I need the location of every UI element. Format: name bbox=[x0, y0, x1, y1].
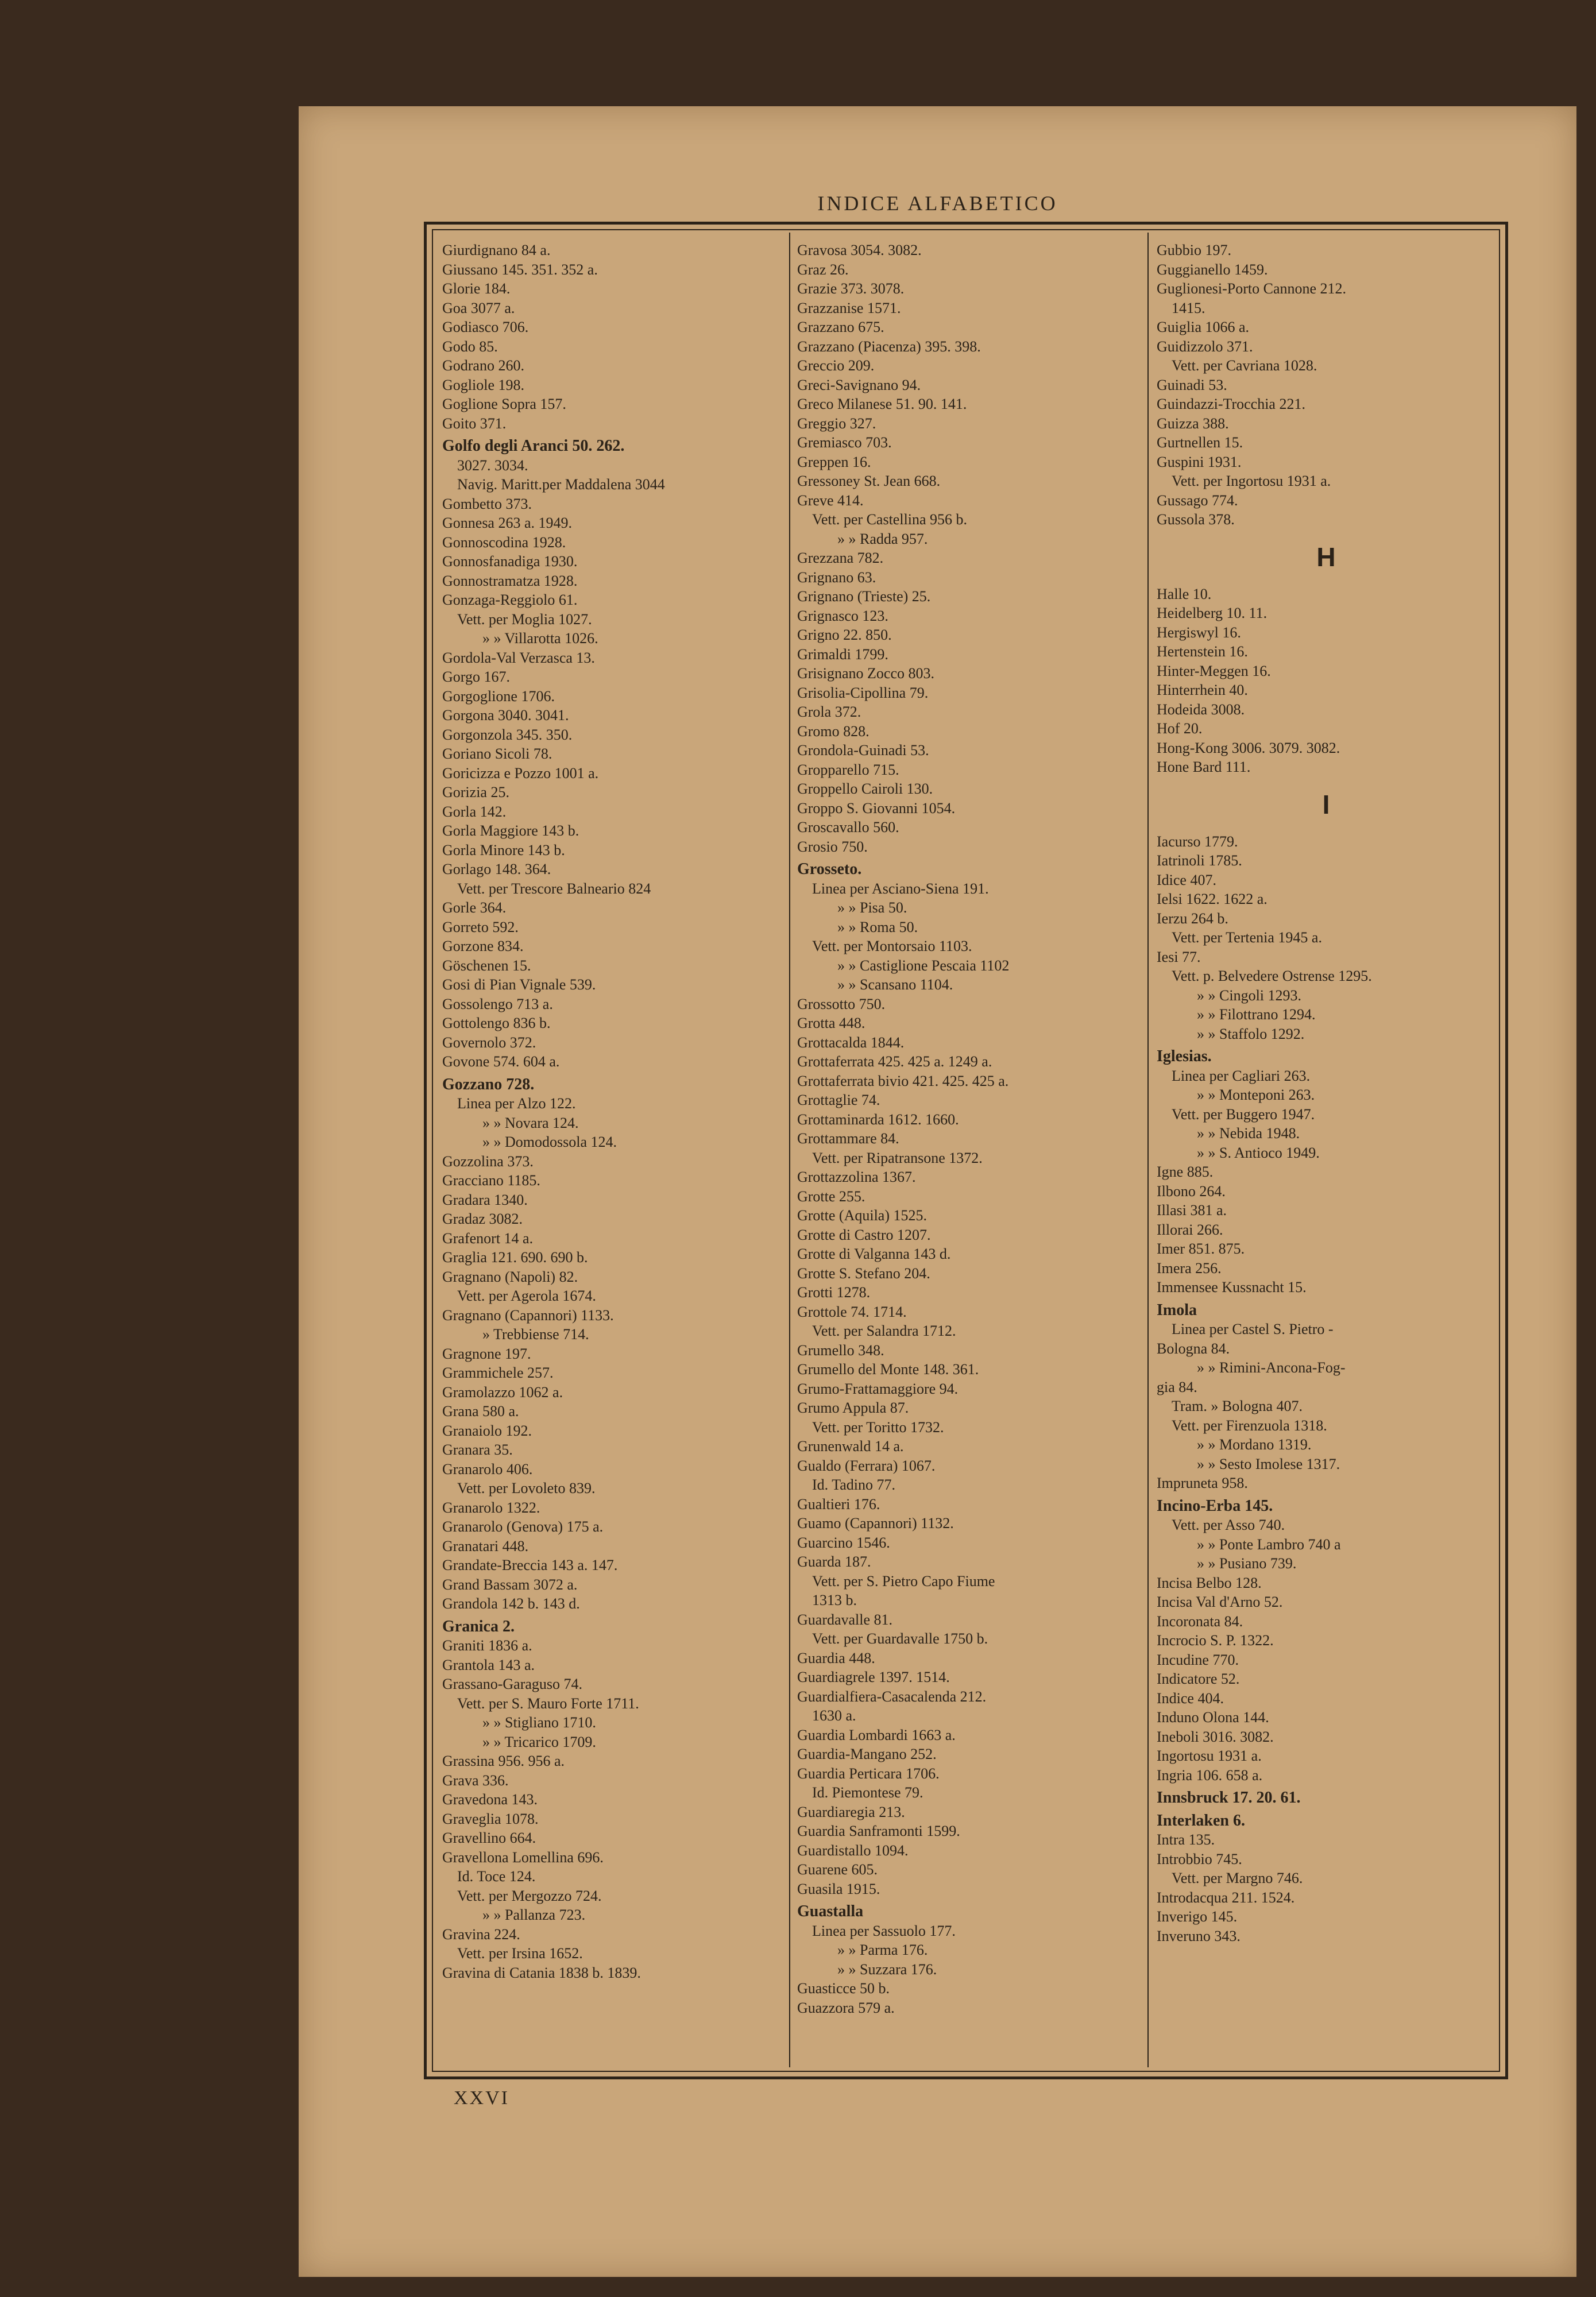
index-entry: Vett. per Tertenia 1945 a. bbox=[1172, 929, 1322, 946]
index-entry: Linea per Cagliari 263. bbox=[1172, 1067, 1311, 1084]
index-entry: Imera 256. bbox=[1157, 1259, 1222, 1277]
index-entry: » » Cingoli 1293. bbox=[1197, 987, 1302, 1004]
index-entry: Guspini 1931. bbox=[1157, 453, 1242, 470]
index-entry: » » Domodossola 124. bbox=[482, 1134, 617, 1150]
index-entry: Ingria 106. 658 a. bbox=[1157, 1766, 1263, 1784]
index-entry: Grottaminarda 1612. 1660. bbox=[797, 1111, 959, 1128]
index-entry: Hergiswyl 16. bbox=[1157, 624, 1241, 641]
index-entry: Grana 580 a. bbox=[442, 1403, 519, 1420]
index-entry: Guarda 187. bbox=[797, 1553, 871, 1570]
index-entry: Iesi 77. bbox=[1157, 948, 1201, 965]
index-entry: Gramolazzo 1062 a. bbox=[442, 1383, 563, 1401]
index-entry: Guglionesi-Porto Cannone 212. bbox=[1157, 280, 1347, 297]
index-entry: Vett. per Asso 740. bbox=[1172, 1517, 1285, 1533]
index-entry: Gorlago 148. 364. bbox=[442, 861, 551, 877]
index-entry: Hertenstein 16. bbox=[1157, 643, 1248, 660]
index-entry: Vett. per S. Pietro Capo Fiume bbox=[812, 1572, 995, 1590]
index-entry: Grisolia-Cipollina 79. bbox=[797, 684, 929, 701]
index-entry: Gorla 142. bbox=[442, 803, 507, 820]
index-entry: Grassano-Garaguso 74. bbox=[442, 1676, 583, 1692]
index-entry: Vett. per Guardavalle 1750 b. bbox=[812, 1630, 988, 1647]
index-entry: Grotte (Aquila) 1525. bbox=[797, 1207, 928, 1224]
index-entry: Granarolo 1322. bbox=[442, 1499, 540, 1516]
index-entry: Hinter-Meggen 16. bbox=[1157, 662, 1271, 679]
index-entry: Gravedona 143. bbox=[442, 1791, 538, 1808]
index-entry: » » Ponte Lambro 740 a bbox=[1197, 1536, 1341, 1553]
index-entry: Gubbio 197. bbox=[1157, 242, 1231, 258]
index-entry: Grimaldi 1799. bbox=[797, 645, 888, 663]
index-entry: Guinadi 53. bbox=[1157, 376, 1227, 393]
index-entry: Gombetto 373. bbox=[442, 495, 532, 512]
index-entry: Vett. per S. Mauro Forte 1711. bbox=[457, 1695, 639, 1712]
index-entry: Hong-Kong 3006. 3079. 3082. bbox=[1157, 739, 1340, 756]
index-entry: Guasila 1915. bbox=[797, 1880, 880, 1897]
index-entry: Linea per Asciano-Siena 191. bbox=[812, 880, 989, 897]
index-entry: Gradaz 3082. bbox=[442, 1211, 523, 1227]
index-entry: Id. Toce 124. bbox=[457, 1868, 536, 1885]
index-entry: Vett. per Ingortosu 1931 a. bbox=[1172, 473, 1331, 489]
index-entry: Vett. per Agerola 1674. bbox=[457, 1287, 596, 1304]
index-entry: Vett. per Buggero 1947. bbox=[1172, 1105, 1315, 1123]
index-entry: Incisa Val d'Arno 52. bbox=[1157, 1594, 1283, 1610]
index-entry: Hinterrhein 40. bbox=[1157, 682, 1248, 698]
index-entry: Iatrinoli 1785. bbox=[1157, 852, 1242, 869]
index-entry: Gragnano (Capannori) 1133. bbox=[442, 1306, 614, 1324]
index-entry: Gradara 1340. bbox=[442, 1191, 528, 1208]
index-entry: Gorla Minore 143 b. bbox=[442, 841, 565, 859]
index-entry: Grottacalda 1844. bbox=[797, 1034, 905, 1051]
index-entry: Gravellona Lomellina 696. bbox=[442, 1849, 604, 1866]
index-entry: Göschenen 15. bbox=[442, 957, 531, 974]
index-entry: Guastalla bbox=[797, 1902, 864, 1920]
index-entry: Graniti 1836 a. bbox=[442, 1637, 532, 1654]
index-column-3 bbox=[1157, 241, 1495, 2055]
index-entry: Grottammare 84. bbox=[797, 1130, 899, 1147]
index-column-1 bbox=[442, 241, 781, 2055]
index-entry: Gonnesa 263 a. 1949. bbox=[442, 515, 573, 531]
index-entry: Introdacqua 211. 1524. bbox=[1157, 1889, 1295, 1906]
index-entry: Grotta 448. bbox=[797, 1015, 865, 1031]
index-entry: Vett. per Castellina 956 b. bbox=[812, 511, 968, 528]
index-entry: Vett. p. Belvedere Ostrense 1295. bbox=[1172, 968, 1372, 984]
index-entry: Indicatore 52. bbox=[1157, 1670, 1240, 1687]
index-entry: Ielsi 1622. 1622 a. bbox=[1157, 891, 1267, 907]
index-entry: Gorzone 834. bbox=[442, 938, 524, 954]
index-entry: Grola 372. bbox=[797, 703, 861, 720]
index-entry: Guarene 605. bbox=[797, 1861, 878, 1878]
index-entry: Innsbruck 17. 20. 61. bbox=[1157, 1789, 1301, 1807]
index-entry: Vett. per Irsina 1652. bbox=[457, 1945, 583, 1962]
index-entry: Gorla Maggiore 143 b. bbox=[442, 822, 579, 839]
index-entry: Incudine 770. bbox=[1157, 1651, 1239, 1668]
index-entry: Heidelberg 10. 11. bbox=[1157, 605, 1267, 621]
index-entry: Incoronata 84. bbox=[1157, 1612, 1243, 1630]
index-entry: Gonnoscodina 1928. bbox=[442, 533, 566, 551]
index-entry: Groppello Cairoli 130. bbox=[797, 780, 933, 797]
index-entry: Giussano 145. 351. 352 a. bbox=[442, 261, 598, 278]
index-entry: Granara 35. bbox=[442, 1441, 513, 1458]
book-page bbox=[299, 106, 1576, 2277]
index-entry: Gorle 364. bbox=[442, 899, 507, 916]
index-entry: Halle 10. bbox=[1157, 585, 1212, 602]
index-entry: Incisa Belbo 128. bbox=[1157, 1574, 1262, 1591]
index-entry: Grosio 750. bbox=[797, 838, 868, 855]
index-entry: Grisignano Zocco 803. bbox=[797, 665, 935, 682]
index-entry: Governolo 372. bbox=[442, 1034, 536, 1051]
index-entry: Gosi di Pian Vignale 539. bbox=[442, 976, 596, 993]
index-entry: Grunenwald 14 a. bbox=[797, 1438, 904, 1455]
index-entry: Vett. per Firenzuola 1318. bbox=[1172, 1417, 1327, 1434]
index-entry: Gordola-Val Verzasca 13. bbox=[442, 649, 595, 666]
index-entry: Guardialfiera-Casacalenda 212. bbox=[797, 1688, 987, 1705]
index-entry: Guamo (Capannori) 1132. bbox=[797, 1515, 954, 1532]
index-entry: Hof 20. bbox=[1157, 720, 1203, 737]
index-entry: Greve 414. bbox=[797, 492, 864, 509]
column-divider bbox=[1147, 233, 1149, 2067]
index-entry: Gottolengo 836 b. bbox=[442, 1015, 551, 1031]
index-entry: Gossolengo 713 a. bbox=[442, 995, 553, 1012]
index-entry: Ineboli 3016. 3082. bbox=[1157, 1728, 1274, 1745]
index-entry: » » Stigliano 1710. bbox=[482, 1714, 596, 1731]
index-entry: Ingortosu 1931 a. bbox=[1157, 1747, 1262, 1764]
index-entry: » » Pisa 50. bbox=[837, 899, 907, 916]
index-entry: » » Mordano 1319. bbox=[1197, 1436, 1312, 1453]
index-entry: Vett. per Montorsaio 1103. bbox=[812, 938, 972, 954]
index-entry: Grava 336. bbox=[442, 1772, 509, 1789]
index-entry: Guardia Sanframonti 1599. bbox=[797, 1823, 960, 1839]
index-entry: Hone Bard 111. bbox=[1157, 759, 1251, 775]
index-entry: Linea per Alzo 122. bbox=[457, 1095, 576, 1112]
index-entry: Linea per Castel S. Pietro - bbox=[1172, 1321, 1334, 1337]
index-entry: Gremiasco 703. bbox=[797, 434, 892, 451]
index-entry: Gussago 774. bbox=[1157, 492, 1238, 509]
index-entry: Graglia 121. 690. 690 b. bbox=[442, 1249, 588, 1266]
index-entry: Gussola 378. bbox=[1157, 511, 1235, 528]
index-entry: Grignano (Trieste) 25. bbox=[797, 588, 931, 605]
index-entry: » » Villarotta 1026. bbox=[482, 630, 598, 647]
index-entry: Greco Milanese 51. 90. 141. bbox=[797, 396, 967, 412]
index-entry: Guizza 388. bbox=[1157, 415, 1229, 432]
index-entry: Godrano 260. bbox=[442, 357, 524, 374]
index-column-2 bbox=[797, 241, 1136, 2055]
index-entry: » » Filottrano 1294. bbox=[1197, 1006, 1316, 1023]
section-letter: I bbox=[1322, 789, 1330, 819]
index-entry: Granatari 448. bbox=[442, 1537, 529, 1554]
index-entry: Gragnone 197. bbox=[442, 1345, 531, 1362]
index-entry: » » Pusiano 739. bbox=[1197, 1555, 1297, 1572]
index-entry: Grottaferrata 425. 425 a. 1249 a. bbox=[797, 1053, 992, 1070]
index-entry: » » Rimini-Ancona-Fog- bbox=[1197, 1359, 1346, 1376]
index-entry: Gorizia 25. bbox=[442, 784, 509, 801]
index-entry: Grazzano (Piacenza) 395. 398. bbox=[797, 338, 981, 355]
index-entry: Grantola 143 a. bbox=[442, 1656, 535, 1673]
index-entry: Gropparello 715. bbox=[797, 761, 899, 778]
index-entry: Igne 885. bbox=[1157, 1163, 1214, 1180]
index-entry: Gozzolina 373. bbox=[442, 1153, 534, 1170]
column-divider bbox=[789, 233, 790, 2067]
index-entry: Goriano Sicoli 78. bbox=[442, 745, 552, 762]
index-entry: Vett. per Lovoleto 839. bbox=[457, 1480, 596, 1496]
index-entry: Vett. per Trescore Balneario 824 bbox=[457, 880, 651, 897]
index-entry: 1630 a. bbox=[812, 1707, 856, 1724]
index-entry: Greci-Savignano 94. bbox=[797, 376, 921, 393]
index-entry: Gravellino 664. bbox=[442, 1830, 536, 1846]
index-entry: Grottaglie 74. bbox=[797, 1092, 880, 1108]
index-entry: Guardiagrele 1397. 1514. bbox=[797, 1669, 950, 1685]
index-entry: Ierzu 264 b. bbox=[1157, 910, 1228, 927]
index-entry: Vett. per Margno 746. bbox=[1172, 1870, 1303, 1886]
index-entry: Illorai 266. bbox=[1157, 1221, 1223, 1238]
index-entry: Iglesias. bbox=[1157, 1047, 1212, 1065]
index-entry: Inverigo 145. bbox=[1157, 1908, 1238, 1925]
index-entry: Guardiaregia 213. bbox=[797, 1803, 905, 1820]
index-entry: Godiasco 706. bbox=[442, 319, 529, 335]
index-entry: Gozzano 728. bbox=[442, 1075, 535, 1093]
index-entry: Graveglia 1078. bbox=[442, 1810, 539, 1827]
index-entry: » » Suzzara 176. bbox=[837, 1960, 937, 1978]
index-entry: Grotti 1278. bbox=[797, 1284, 871, 1301]
index-entry: Granaiolo 192. bbox=[442, 1422, 532, 1439]
index-entry: Impruneta 958. bbox=[1157, 1475, 1248, 1491]
index-entry: Gorreto 592. bbox=[442, 918, 519, 935]
index-entry: Inveruno 343. bbox=[1157, 1927, 1241, 1944]
index-entry: » » Novara 124. bbox=[482, 1114, 579, 1131]
index-entry: Gonnosfanadiga 1930. bbox=[442, 553, 578, 570]
index-entry: Incino-Erba 145. bbox=[1157, 1496, 1273, 1515]
index-entry: Guardavalle 81. bbox=[797, 1611, 893, 1628]
index-entry: » » Radda 957. bbox=[837, 530, 928, 547]
index-entry: » Trebbiense 714. bbox=[482, 1326, 589, 1343]
index-entry: Goricizza e Pozzo 1001 a. bbox=[442, 764, 599, 782]
index-entry: Gorgonzola 345. 350. bbox=[442, 726, 573, 743]
index-entry: Indice 404. bbox=[1157, 1689, 1224, 1707]
index-entry: Grammichele 257. bbox=[442, 1364, 554, 1381]
index-entry: Grumello 348. bbox=[797, 1341, 884, 1359]
section-letter: H bbox=[1316, 542, 1336, 572]
index-entry: Hodeida 3008. bbox=[1157, 701, 1245, 718]
index-entry: Guidizzolo 371. bbox=[1157, 338, 1253, 355]
index-entry: Giurdignano 84 a. bbox=[442, 242, 551, 258]
index-entry: Imola bbox=[1157, 1301, 1197, 1319]
index-entry: » » Parma 176. bbox=[837, 1942, 928, 1958]
index-entry: 1313 b. bbox=[812, 1592, 857, 1608]
index-entry: Groppo S. Giovanni 1054. bbox=[797, 799, 956, 817]
index-entry: Graz 26. bbox=[797, 261, 849, 278]
index-entry: Incrocio S. P. 1322. bbox=[1157, 1632, 1274, 1649]
index-entry: » » Pallanza 723. bbox=[482, 1907, 586, 1923]
index-entry: Grondola-Guinadi 53. bbox=[797, 742, 929, 759]
index-entry: Grandola 142 b. 143 d. bbox=[442, 1595, 580, 1612]
index-entry: Vett. per Salandra 1712. bbox=[812, 1322, 956, 1339]
index-entry: Goito 371. bbox=[442, 415, 507, 432]
index-entry: Interlaken 6. bbox=[1157, 1811, 1245, 1830]
index-entry: Bologna 84. bbox=[1157, 1340, 1230, 1357]
index-entry: Gualdo (Ferrara) 1067. bbox=[797, 1457, 936, 1474]
index-entry: gia 84. bbox=[1157, 1378, 1197, 1395]
index-entry: Grignano 63. bbox=[797, 569, 876, 586]
index-entry: Tram. » Bologna 407. bbox=[1172, 1398, 1303, 1414]
index-entry: Vett. per Toritto 1732. bbox=[812, 1418, 944, 1436]
index-entry: Guggianello 1459. bbox=[1157, 261, 1268, 278]
index-entry: Vett. per Cavriana 1028. bbox=[1172, 357, 1317, 374]
index-entry: Guiglia 1066 a. bbox=[1157, 319, 1250, 335]
index-entry: Godo 85. bbox=[442, 338, 498, 355]
index-entry: Gorgona 3040. 3041. bbox=[442, 707, 569, 724]
index-entry: Grotte 255. bbox=[797, 1188, 865, 1205]
index-entry: Gravosa 3054. 3082. bbox=[797, 242, 922, 258]
index-entry: Gravina 224. bbox=[442, 1925, 520, 1943]
index-entry: Greccio 209. bbox=[797, 357, 875, 374]
index-entry: Vett. per Ripatransone 1372. bbox=[812, 1149, 983, 1166]
index-entry: Grezzana 782. bbox=[797, 550, 884, 566]
index-entry: Guarcino 1546. bbox=[797, 1534, 890, 1551]
index-entry: Immensee Kussnacht 15. bbox=[1157, 1279, 1307, 1296]
index-entry: Gonzaga-Reggiolo 61. bbox=[442, 591, 578, 608]
index-entry: Guindazzi-Trocchia 221. bbox=[1157, 396, 1305, 412]
index-entry: Idice 407. bbox=[1157, 871, 1216, 888]
index-entry: Guazzora 579 a. bbox=[797, 1999, 895, 2016]
index-entry: Grumo Appula 87. bbox=[797, 1399, 909, 1416]
index-entry: Grafenort 14 a. bbox=[442, 1229, 534, 1247]
index-entry: » » Scansano 1104. bbox=[837, 976, 953, 993]
index-entry: » » Staffolo 1292. bbox=[1197, 1025, 1305, 1042]
index-entry: Guardia Lombardi 1663 a. bbox=[797, 1726, 956, 1743]
index-entry: Grumo-Frattamaggiore 94. bbox=[797, 1380, 959, 1397]
index-entry: Linea per Sassuolo 177. bbox=[812, 1922, 956, 1939]
index-entry: Ilbono 264. bbox=[1157, 1182, 1226, 1200]
index-entry: Iacurso 1779. bbox=[1157, 833, 1238, 850]
index-entry: Grotte di Valganna 143 d. bbox=[797, 1246, 951, 1262]
index-entry: Grotte di Castro 1207. bbox=[797, 1226, 931, 1243]
index-entry: Grazzano 675. bbox=[797, 319, 884, 335]
index-entry: Grigno 22. 850. bbox=[797, 627, 892, 643]
index-entry: » » Roma 50. bbox=[837, 918, 918, 935]
index-entry: Gogliole 198. bbox=[442, 376, 524, 393]
index-entry: Guardia 448. bbox=[797, 1649, 875, 1666]
index-entry: Grignasco 123. bbox=[797, 607, 888, 624]
index-entry: Grumello del Monte 148. 361. bbox=[797, 1361, 979, 1378]
index-entry: Introbbio 745. bbox=[1157, 1850, 1242, 1867]
index-entry: Grottaferrata bivio 421. 425. 425 a. bbox=[797, 1072, 1009, 1089]
index-entry: Grossotto 750. bbox=[797, 995, 886, 1012]
index-entry: » » Sesto Imolese 1317. bbox=[1197, 1455, 1340, 1472]
index-entry: Imer 851. 875. bbox=[1157, 1240, 1245, 1257]
index-entry: » » Castiglione Pescaia 1102 bbox=[837, 957, 1010, 974]
index-entry: Gorgoglione 1706. bbox=[442, 687, 555, 705]
index-entry: Grassina 956. 956 a. bbox=[442, 1753, 565, 1769]
index-entry: Groscavallo 560. bbox=[797, 819, 899, 836]
index-entry: Gurtnellen 15. bbox=[1157, 434, 1243, 451]
index-entry: Guasticce 50 b. bbox=[797, 1980, 890, 1997]
index-entry: Grandate-Breccia 143 a. 147. bbox=[442, 1557, 618, 1573]
page-header: INDICE ALFABETICO bbox=[817, 192, 1058, 215]
index-entry: Grottole 74. 1714. bbox=[797, 1303, 907, 1320]
index-entry: 3027. 3034. bbox=[457, 457, 528, 474]
index-entry: Grand Bassam 3072 a. bbox=[442, 1576, 578, 1593]
index-entry: Grotte S. Stefano 204. bbox=[797, 1264, 930, 1282]
index-entry: Goa 3077 a. bbox=[442, 299, 515, 316]
index-entry: » » S. Antioco 1949. bbox=[1197, 1144, 1320, 1161]
index-entry: Goglione Sopra 157. bbox=[442, 396, 566, 412]
index-entry: » » Nebida 1948. bbox=[1197, 1125, 1300, 1142]
index-entry: Grazie 373. 3078. bbox=[797, 280, 905, 297]
index-entry: Gualtieri 176. bbox=[797, 1495, 880, 1513]
index-entry: Grazzanise 1571. bbox=[797, 299, 901, 316]
index-entry: Gorgo 167. bbox=[442, 668, 510, 685]
index-entry: » » Tricarico 1709. bbox=[482, 1733, 596, 1750]
index-entry: Guardia-Mangano 252. bbox=[797, 1746, 937, 1762]
index-entry: Golfo degli Aranci 50. 262. bbox=[442, 437, 625, 455]
index-entry: Gromo 828. bbox=[797, 722, 870, 740]
page-folio: XXVI bbox=[454, 2087, 509, 2109]
index-entry: Greppen 16. bbox=[797, 453, 871, 470]
index-entry: Granarolo (Genova) 175 a. bbox=[442, 1518, 604, 1535]
index-entry: Gressoney St. Jean 668. bbox=[797, 473, 941, 489]
index-entry: Gravina di Catania 1838 b. 1839. bbox=[442, 1964, 641, 1981]
index-entry: Vett. per Mergozzo 724. bbox=[457, 1887, 602, 1904]
index-entry: Granica 2. bbox=[442, 1617, 515, 1635]
index-entry: Greggio 327. bbox=[797, 415, 876, 432]
index-entry: Gracciano 1185. bbox=[442, 1172, 540, 1189]
index-entry: Id. Tadino 77. bbox=[812, 1476, 896, 1493]
index-entry: Vett. per Moglia 1027. bbox=[457, 610, 592, 628]
index-entry: Gonnostramatza 1928. bbox=[442, 572, 578, 589]
index-entry: Grosseto. bbox=[797, 860, 862, 878]
index-entry: » » Monteponi 263. bbox=[1197, 1086, 1315, 1103]
index-entry: Illasi 381 a. bbox=[1157, 1202, 1227, 1219]
index-entry: Guardistallo 1094. bbox=[797, 1842, 909, 1859]
index-entry: Guardia Perticara 1706. bbox=[797, 1765, 940, 1782]
index-entry: Granarolo 406. bbox=[442, 1460, 533, 1478]
index-entry: 1415. bbox=[1172, 299, 1205, 316]
index-entry: Gragnano (Napoli) 82. bbox=[442, 1268, 578, 1285]
index-entry: Id. Piemontese 79. bbox=[812, 1784, 923, 1801]
index-entry: Grottazzolina 1367. bbox=[797, 1169, 916, 1185]
index-entry: Glorie 184. bbox=[442, 280, 511, 297]
index-entry: Induno Olona 144. bbox=[1157, 1709, 1269, 1726]
index-entry: Navig. Maritt.per Maddalena 3044 bbox=[457, 476, 665, 493]
index-entry: Govone 574. 604 a. bbox=[442, 1053, 560, 1070]
index-entry: Intra 135. bbox=[1157, 1831, 1215, 1848]
